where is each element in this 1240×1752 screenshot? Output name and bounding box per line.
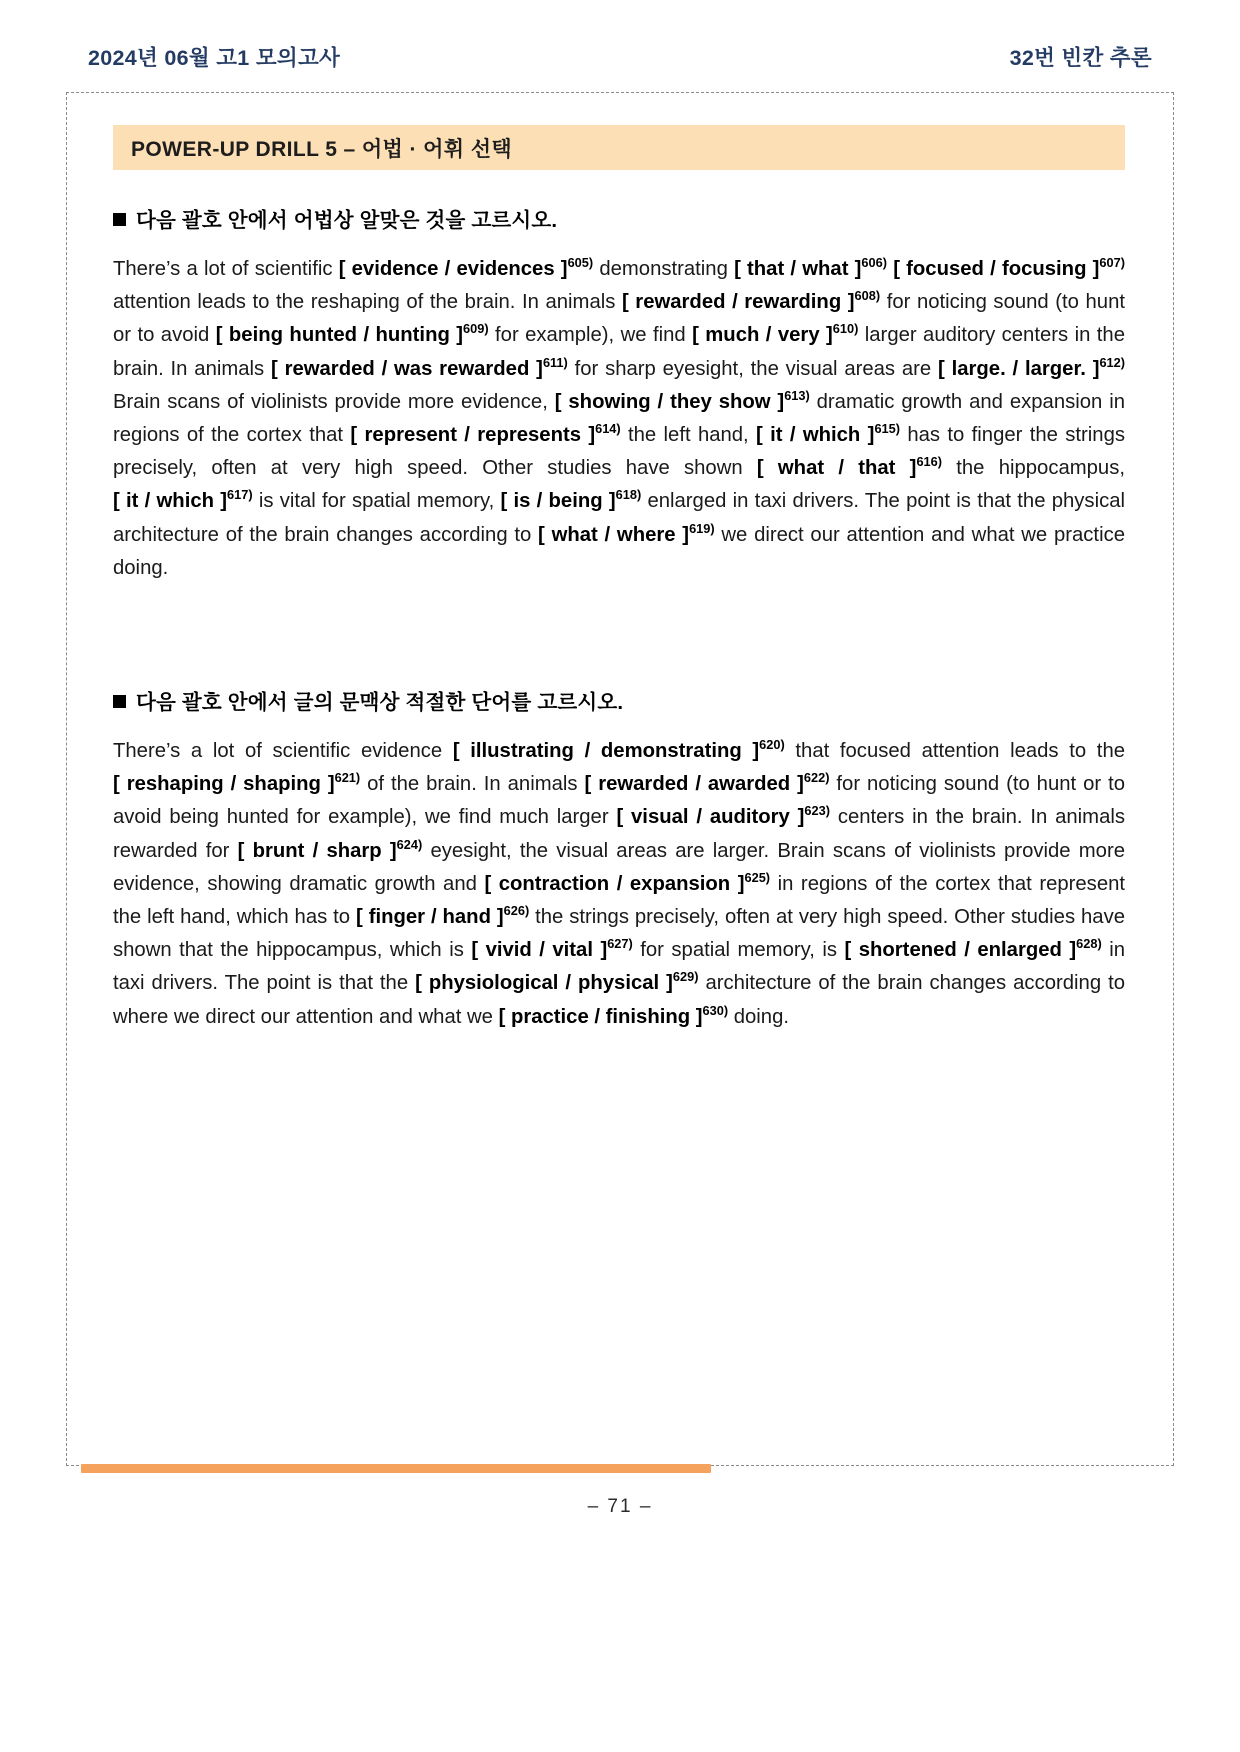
instruction-grammar [113, 203, 1125, 233]
instruction-vocabulary-label: 다음 괄호 안에서 글의 문맥상 적절한 단어를 고르시오. [136, 691, 624, 715]
choice-bracket[interactable]: [ being hunted / hunting ]$^{609)}$ [215, 321, 489, 347]
choice-bracket[interactable]: [ is / being ]$^{618)}$ [500, 487, 642, 513]
choice-bracket[interactable]: [ what / where ]$^{619)}$ [538, 520, 715, 546]
choice-bracket[interactable]: [ contraction / expansion ]$^{625)}$ [484, 870, 771, 895]
choice-bracket[interactable]: [ rewarded / was rewarded ]$^{611)}$ [271, 354, 568, 380]
choice-number: 627) [607, 936, 633, 952]
accent-bar [81, 1464, 711, 1473]
choice-number: 621) [334, 770, 361, 786]
choice-number: 622) [803, 770, 830, 786]
choice-bracket[interactable]: [ physiological / physical ]$^{629)}$ [415, 969, 699, 995]
choice-number: 626) [503, 903, 530, 919]
choice-number: 618) [615, 487, 642, 503]
choice-number: 615) [874, 421, 900, 437]
choice-bracket[interactable]: [ rewarded / awarded ]$^{622)}$ [584, 770, 830, 796]
grammar-passage: There’s a lot of scientific [ evidence / evidences ]$^{605)}$ demonstrating [ that / what ]$^{606)}$ [ focused / focusing ]$^{607)}$ attention leads to the reshaping of the brain. In animals [ rewarded / rewarding ]$^{608)}$ for noticing sound (to hunt or to avoid [ being hunted / hunting ]$^{609)}$ for example), we find [ much / very ]$^{610)}$ larger auditory centers in the brain. In animals [ rewarded / was rewarded ]$^{611)}$ for sharp eyesight, the visual areas are [ large. / larger. ]$^{612)}$ Brain scans of violinists provide more evidence, [ showing / they show ]$^{613)}$ dramatic growth and expansion in regions of the cortex that [ represent / represents ]$^{614)}$ the left hand, [ it / which ]$^{615)}$ has to finger the strings precisely, often at very high speed. Other studies have shown [ what / that ]$^{616)}$ the hippocampus, [ it / which ]$^{617)}$ is vital for spatial memory, [ is / being ]$^{618)}$ enlarged in taxi drivers. The point is that the physical architecture of the brain changes according to [ what / where ]$^{619)}$ we direct our attention and what we practice doing. [113, 255, 1126, 579]
worksheet-content [67, 93, 1173, 1465]
choice-bracket[interactable]: [ practice / finishing ]$^{630)}$ [498, 1002, 729, 1028]
choice-number: 607) [1099, 255, 1125, 271]
choice-number: 628) [1076, 936, 1102, 952]
choice-bracket[interactable]: [ focused / focusing ]$^{607)}$ [893, 255, 1125, 280]
choice-number: 617) [227, 487, 253, 503]
choice-bracket[interactable]: [ represent / represents ]$^{614)}$ [350, 421, 621, 447]
choice-number: 619) [689, 520, 715, 536]
choice-bracket[interactable]: [ large. / larger. ]$^{612)}$ [938, 354, 1126, 380]
vocabulary-passage: There’s a lot of scientific evidence [ illustrating / demonstrating ]$^{620)}$ that focused attention leads to the [ reshaping / shaping ]$^{621)}$ of the brain. In animals [ rewarded / awarded ]$^{622)}$ for noticing sound (to hunt or to avoid being hunted for example), we find much larger [ visual / auditory ]$^{623)}$ centers in the brain. In animals rewarded for [ brunt / sharp ]$^{624)}$ eyesight, the visual areas are larger. Brain scans of violinists provide more evidence, showing dramatic growth and [ contraction / expansion ]$^{625)}$ in regions of the cortex that represent the left hand, which has to [ finger / hand ]$^{626)}$ the strings precisely, often at very high speed. Other studies have shown that the hippocampus, which is [ vivid / vital ]$^{627)}$ for spatial memory, is [ shortened / enlarged ]$^{628)}$ in taxi drivers. The point is that the [ physiological / physical ]$^{629)}$ architecture of the brain changes according to where we direct our attention and what we [ practice / finishing ]$^{630)}$ doing. [113, 737, 1126, 1028]
choice-number: 616) [916, 454, 942, 470]
choice-bracket[interactable]: [ that / what ]$^{606)}$ [734, 255, 887, 280]
instruction-vocabulary [113, 685, 1125, 715]
choice-bracket[interactable]: [ illustrating / demonstrating ]$^{620)}$ [452, 737, 785, 763]
choice-number: 625) [744, 870, 771, 886]
square-bullet-icon [113, 695, 126, 708]
square-bullet-icon [113, 213, 126, 226]
choice-bracket[interactable]: [ rewarded / rewarding ]$^{608)}$ [621, 288, 881, 314]
choice-bracket[interactable]: [ reshaping / shaping ]$^{621)}$ [113, 770, 361, 796]
choice-bracket[interactable]: [ it / which ]$^{617)}$ [113, 487, 253, 513]
choice-bracket[interactable]: [ evidence / evidences ]$^{605)}$ [338, 255, 594, 280]
choice-number: 609) [463, 321, 489, 337]
choice-bracket[interactable]: [ shortened / enlarged ]$^{628)}$ [844, 936, 1102, 962]
choice-number: 608) [854, 288, 881, 304]
instruction-grammar-label: 다음 괄호 안에서 어법상 알맞은 것을 고르시오. [136, 209, 558, 232]
worksheet-frame [66, 92, 1174, 1466]
choice-number: 624) [396, 836, 423, 852]
choice-number: 614) [595, 421, 621, 437]
drill-title: POWER-UP DRILL 5 – 어법 · 어휘 선택 [131, 137, 513, 161]
exam-title: 2024년 06월 고1 모의고사 [88, 45, 341, 70]
choice-number: 629) [672, 969, 699, 985]
choice-number: 605) [567, 255, 594, 271]
drill-title-banner [113, 125, 1125, 170]
choice-bracket[interactable]: [ showing / they show ]$^{613)}$ [554, 388, 810, 413]
choice-bracket[interactable]: [ it / which ]$^{615)}$ [756, 421, 900, 447]
choice-number: 630) [702, 1002, 729, 1018]
choice-bracket[interactable]: [ finger / hand ]$^{626)}$ [356, 903, 530, 929]
choice-number: 620) [759, 737, 785, 753]
choice-number: 613) [784, 388, 810, 404]
choice-bracket[interactable]: [ brunt / sharp ]$^{624)}$ [237, 836, 423, 862]
choice-number: 611) [542, 354, 568, 370]
page-number: – 71 – [587, 1496, 653, 1517]
choice-bracket[interactable]: [ visual / auditory ]$^{623)}$ [616, 803, 830, 829]
choice-number: 606) [861, 255, 887, 271]
choice-bracket[interactable]: [ what / that ]$^{616)}$ [756, 454, 942, 480]
choice-number: 610) [832, 321, 859, 337]
page-header [88, 36, 1152, 76]
choice-bracket[interactable]: [ vivid / vital ]$^{627)}$ [471, 936, 633, 962]
choice-bracket[interactable]: [ much / very ]$^{610)}$ [692, 321, 859, 347]
choice-number: 623) [804, 803, 830, 819]
section-label: 32번 빈칸 추론 [1009, 45, 1152, 70]
choice-number: 612) [1099, 354, 1126, 370]
